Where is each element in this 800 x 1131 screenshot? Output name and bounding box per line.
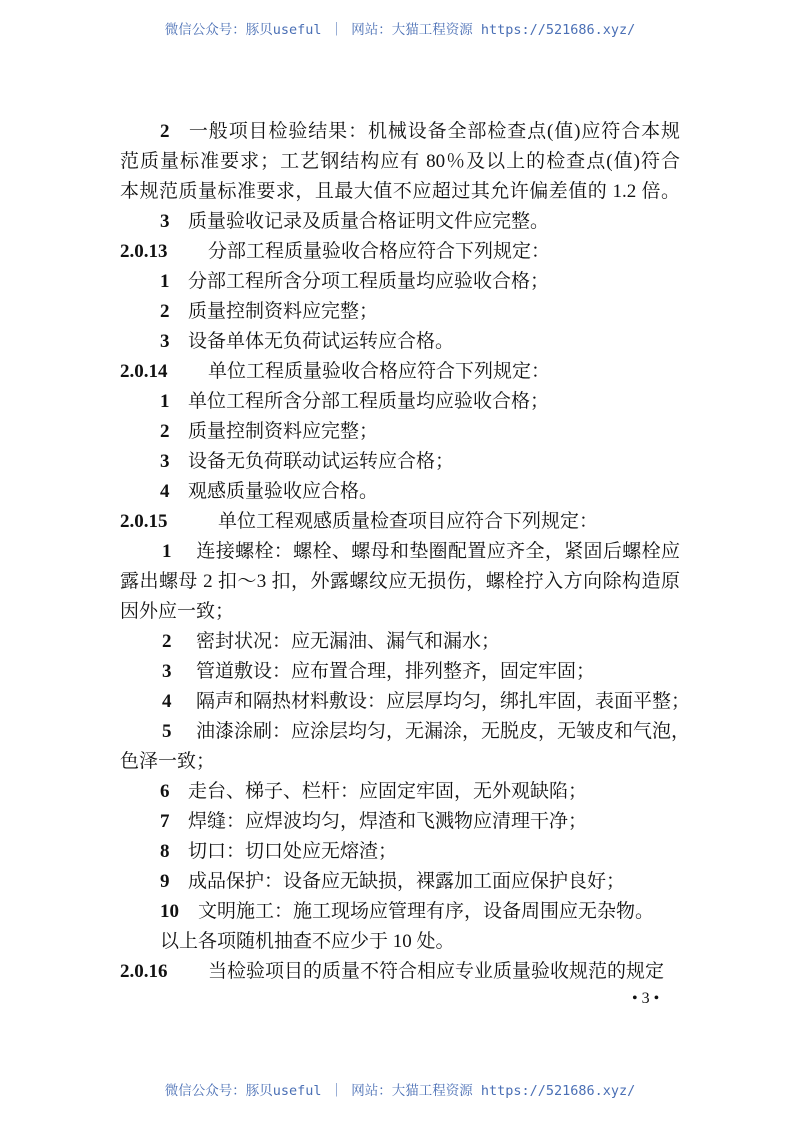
item-number: 1: [160, 271, 170, 292]
text-line: [120, 837, 680, 867]
item-number: 2: [160, 301, 170, 322]
item-text: 走台、梯子、栏杆：应固定牢固，无外观缺陷；: [188, 781, 588, 802]
document-body: [120, 117, 691, 987]
text-line: [120, 447, 680, 477]
text-line: [120, 867, 680, 897]
page-number: • 3 •: [632, 990, 660, 1007]
item-text: 质量控制资料应完整；: [188, 301, 379, 322]
item-number: 4: [162, 691, 172, 712]
item-number: 3: [160, 451, 170, 472]
text-line: 以上各项随机抽查不应少于 10 处。: [160, 931, 455, 952]
item-number: 3: [160, 211, 170, 232]
section-number: 2.0.15: [120, 511, 168, 532]
section-number: 2.0.14: [120, 361, 168, 382]
text-line: [120, 897, 680, 927]
item-text: 质量控制资料应完整；: [188, 421, 379, 442]
section-text: 分部工程质量验收合格应符合下列规定：: [208, 241, 551, 262]
item-number: 8: [160, 841, 170, 862]
text-line: [120, 657, 680, 687]
text-line: 因外应一致；: [120, 601, 235, 622]
text-line: [120, 387, 680, 417]
text-line: [120, 537, 680, 567]
item-number: 1: [160, 391, 170, 412]
text-line: [120, 627, 680, 657]
item-text: 一般项目检验结果：机械设备全部检查点(值)应符合本规: [188, 121, 680, 142]
item-number: 1: [162, 541, 172, 562]
text-line: [120, 807, 680, 837]
text-line: [120, 267, 680, 297]
item-text: 分部工程所含分项工程质量均应验收合格；: [188, 271, 550, 292]
item-text: 观感质量验收应合格。: [188, 481, 379, 502]
text-line: 本规范质量标准要求，且最大值不应超过其允许偏差值的 1.2 倍。: [120, 181, 680, 202]
item-text: 单位工程所含分部工程质量均应验收合格；: [188, 391, 550, 412]
text-line: [120, 477, 680, 507]
text-line: 露出螺母 2 扣～3 扣，外露螺纹应无损伤，螺栓拧入方向除构造原: [120, 571, 680, 592]
section-heading: [120, 507, 680, 537]
item-text: 设备单体无负荷试运转应合格。: [188, 331, 455, 352]
item-number: 7: [160, 811, 170, 832]
text-line: 范质量标准要求；工艺钢结构应有 80％及以上的检查点(值)符合: [120, 151, 680, 172]
text-line: 色泽一致；: [120, 751, 216, 772]
item-number: 3: [162, 661, 172, 682]
section-heading: [120, 957, 680, 987]
item-text: 连接螺栓：螺栓、螺母和垫圈配置应齐全，紧固后螺栓应: [196, 541, 680, 562]
text-line: [120, 207, 680, 237]
item-text: 密封状况：应无漏油、漏气和漏水；: [196, 631, 501, 652]
item-text: 管道敷设：应布置合理，排列整齐，固定牢固；: [196, 661, 596, 682]
item-number: 2: [162, 631, 172, 652]
item-number: 6: [160, 781, 170, 802]
item-number: 5: [162, 721, 172, 742]
text-line: [120, 297, 680, 327]
section-number: 2.0.16: [120, 961, 168, 982]
watermark-bottom: 微信公众号：豚贝useful ｜ 网站：大猫工程资源 https://521686.xyz/: [164, 1083, 636, 1099]
item-text: 文明施工：施工现场应管理有序，设备周围应无杂物。: [198, 901, 655, 922]
section-text: 单位工程质量验收合格应符合下列规定：: [208, 361, 551, 382]
text-line: [120, 717, 691, 747]
item-text: 油漆涂刷：应涂层均匀，无漏涂，无脱皮，无皱皮和气泡，: [196, 721, 691, 742]
item-text: 焊缝：应焊波均匀，焊渣和飞溅物应清理干净；: [188, 811, 588, 832]
text-line: [120, 417, 680, 447]
item-text: 隔声和隔热材料敷设：应层厚均匀，绑扎牢固，表面平整；: [196, 691, 691, 712]
section-text: 单位工程观感质量检查项目应符合下列规定：: [218, 511, 599, 532]
item-number: 2: [160, 121, 170, 142]
section-number: 2.0.13: [120, 241, 168, 262]
item-number: 2: [160, 421, 170, 442]
item-number: 9: [160, 871, 170, 892]
section-heading: [120, 237, 680, 267]
item-number: 3: [160, 331, 170, 352]
item-text: 切口：切口处应无熔渣；: [188, 841, 398, 862]
item-text: 质量验收记录及质量合格证明文件应完整。: [188, 211, 550, 232]
text-line: [120, 327, 680, 357]
text-line: [120, 687, 691, 717]
section-heading: [120, 357, 680, 387]
item-number: 4: [160, 481, 170, 502]
watermark-top: 微信公众号：豚贝useful ｜ 网站：大猫工程资源 https://521686.xyz/: [164, 22, 636, 38]
item-number: 10: [160, 901, 179, 922]
item-text: 成品保护：设备应无缺损，裸露加工面应保护良好；: [188, 871, 626, 892]
section-text: 当检验项目的质量不符合相应专业质量验收规范的规定: [208, 961, 665, 982]
text-line: [120, 117, 680, 147]
item-text: 设备无负荷联动试运转应合格；: [188, 451, 455, 472]
text-line: [120, 777, 680, 807]
